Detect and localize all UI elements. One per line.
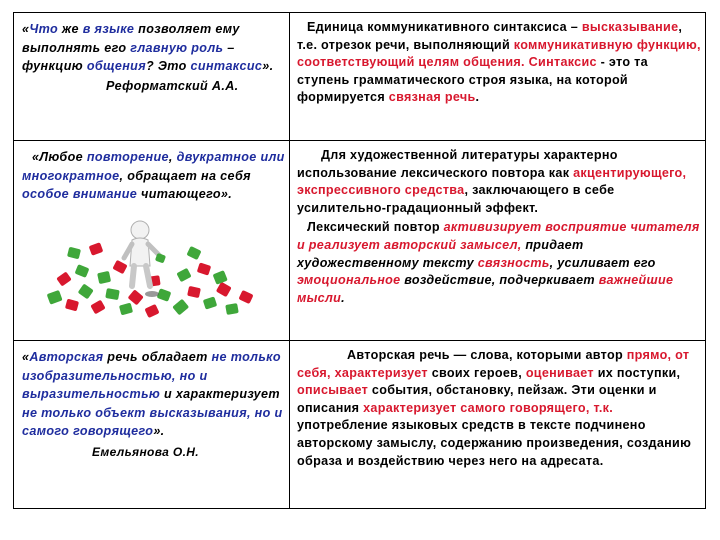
table-row [14,141,706,341]
highlight-term: связная речь [388,90,476,105]
quote-fragment: позволяет ему выполнять его [22,22,240,55]
emphasis-word: в языке [82,22,135,36]
emphasis-word: главную роль [130,40,224,55]
text-fragment: Для художественной литературы характерно использование лексического повтора как [297,148,618,180]
puzzle-figure-illustration [28,214,268,319]
text-fragment: воздействие, подчеркивает [400,273,599,288]
highlight-term: акцентирующего, экспрессивного средства [297,165,687,198]
emphasis-word: общения [86,59,146,74]
emphasis-word: не только объект высказывания, но и самого говорящего [22,405,283,439]
quote-fragment: же [58,22,83,36]
quote-cell-repetition [14,141,290,341]
text-fragment: , заключающего в себе усилительно-градационный эффект. [297,183,615,215]
text-fragment: придает художественному тексту [297,237,584,270]
quote-cell-reformatsky [14,13,290,141]
definition-cell-syntax [290,13,706,141]
text-fragment: Единица коммуникативного синтаксиса – [307,20,579,34]
comparison-table [13,12,706,509]
text-fragment: , усиливает его [549,255,656,270]
text-fragment: . [341,290,345,305]
definition-paragraph-2 [297,219,701,307]
definition-text [297,347,701,470]
highlight-term: описывает [297,383,369,398]
figure-person [124,221,166,297]
quote-text [22,348,285,441]
highlight-term: коммуникативную функцию, соответствующий целям общения. Синтаксис [297,37,701,70]
highlight-term: прямо, от себя, характеризует [297,348,690,380]
text-fragment: их поступки, [593,365,681,380]
text-fragment: своих героев, [427,365,526,380]
highlight-term: характеризует самого говорящего, т.к. [363,400,614,415]
text-fragment: - это та ступень грамматического строя языка, на которой формируется [297,55,648,105]
table-row [14,341,706,509]
definition-text [297,19,701,107]
quote-cell-emelyanova [14,341,290,509]
quote-text [22,20,285,76]
highlight-term: высказывание [581,20,679,34]
definition-paragraph-1 [297,147,701,217]
emphasis-word: не только изобразительностью, но и выразительностью [22,350,281,402]
quote-fragment: , [168,150,177,164]
table-row [14,13,706,141]
definition-cell-repetition [290,141,706,341]
quote-fragment: речь обладает [103,350,212,364]
emphasis-word: повторение [86,150,169,164]
highlight-term: оценивает [525,365,594,380]
highlight-term: эмоциональное [297,273,401,288]
quote-fragment: ». [153,424,165,439]
text-fragment: употребление языковых средств в тексте подчинено авторскому замыслу, содержанию произведения, созданию образа и воздействию через него на адресата. [297,418,692,468]
emphasis-word: двукратное или многократное [22,150,285,183]
highlight-term: активизирует восприятие читателя и реализует авторский замысел, [297,220,700,252]
quote-text [22,148,285,204]
quote-fragment: , обращает на себя [119,168,251,183]
quote-author: Реформатский А.А. [106,78,239,93]
definition-cell-author-speech [290,341,706,509]
quote-fragment: и характеризует [160,387,280,402]
highlight-term: важнейшие мысли [297,273,674,305]
emphasis-word: синтаксис [190,59,263,74]
emphasis-word: Авторская [29,350,104,364]
emphasis-word: Что [29,22,59,36]
quote-fragment: читающего». [137,187,233,202]
quote-fragment: ? Это [145,59,191,74]
highlight-term: связность [477,255,550,270]
text-fragment: Авторская речь — слова, которыми автор [347,348,627,362]
quote-fragment: « [22,350,30,364]
text-fragment: . [475,90,480,105]
quote-author: Емельянова О.Н. [92,444,199,459]
text-fragment: Лексический повтор [307,220,444,235]
quote-fragment: «Любое [32,150,87,164]
text-fragment: , т.е. отрезок речи, выполняющий [297,20,683,52]
quote-mark: « [22,22,30,36]
quote-fragment: – функцию [22,40,235,74]
text-fragment: события, обстановку, пейзаж. Эти оценки и описания [297,383,657,415]
emphasis-word: особое внимание [22,187,138,202]
quote-fragment: ». [262,59,274,74]
